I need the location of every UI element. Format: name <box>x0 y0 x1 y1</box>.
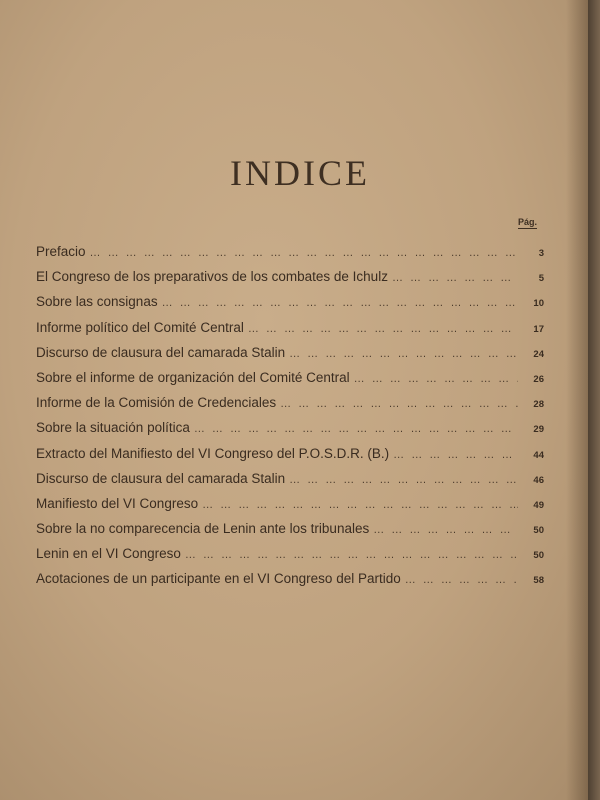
toc-entry-page: 3 <box>538 248 544 259</box>
toc-entry <box>36 370 544 395</box>
toc-entry <box>36 244 544 269</box>
toc-leader-dots <box>190 423 518 435</box>
toc-leader-dots <box>389 449 518 461</box>
table-of-contents <box>36 244 544 597</box>
toc-entry-title: Sobre las consignas <box>36 294 158 310</box>
toc-entry-title: Discurso de clausura del camarada Stalin <box>36 344 286 360</box>
page-shadow <box>566 0 588 800</box>
toc-entry-page: 24 <box>533 348 544 360</box>
toc-entry-page: 49 <box>533 499 544 511</box>
page-column-label: Pág. <box>518 217 538 227</box>
toc-entry-title: Extracto del Manifiesto del VI Congreso del P.O.S.D.R. (B.) <box>36 445 390 461</box>
toc-entry-title: Acotaciones de un participante en el VI Congreso del Partido <box>36 571 401 587</box>
toc-entry-title: Sobre el informe de organización del Comité Central <box>36 369 350 385</box>
toc-entry <box>36 521 544 546</box>
toc-entry <box>36 446 544 471</box>
toc-entry-title: Informe político del Comité Central <box>36 319 244 335</box>
toc-entry-page: 17 <box>533 323 544 335</box>
toc-entry-title: Lenin en el VI Congreso <box>36 546 181 562</box>
toc-entry <box>36 294 544 319</box>
toc-leader-dots <box>198 499 518 511</box>
toc-entry <box>36 546 544 571</box>
toc-entry-page: 44 <box>533 449 544 461</box>
toc-entry <box>36 345 544 370</box>
toc-leader-dots <box>285 474 518 486</box>
toc-entry <box>36 420 544 445</box>
toc-entry <box>36 320 544 345</box>
toc-entry-page: 10 <box>533 298 544 310</box>
toc-entry-title: El Congreso de los preparativos de los combates de Ichulz <box>36 269 388 285</box>
toc-entry-title: Sobre la no comparecencia de Lenin ante los tribunales <box>36 521 370 537</box>
toc-entry <box>36 395 544 420</box>
toc-entry <box>36 496 544 521</box>
toc-entry <box>36 269 544 294</box>
toc-entry-page: 46 <box>533 474 544 486</box>
toc-entry-title: Sobre la situación política <box>36 420 190 436</box>
toc-leader-dots <box>158 297 518 309</box>
toc-leader-dots <box>244 323 518 335</box>
toc-leader-dots <box>401 574 518 586</box>
book-edge <box>588 0 600 800</box>
toc-leader-dots <box>86 247 518 259</box>
toc-entry-title: Informe de la Comisión de Credenciales <box>36 395 277 411</box>
toc-entry-page: 58 <box>533 575 544 587</box>
toc-leader-dots <box>181 549 518 561</box>
page-title: INDICE <box>230 153 370 193</box>
toc-entry-page: 29 <box>533 424 544 436</box>
toc-entry-page: 28 <box>533 399 544 411</box>
toc-entry-title: Manifiesto del VI Congreso <box>36 495 199 511</box>
toc-leader-dots <box>350 373 518 385</box>
toc-entry-page: 5 <box>538 273 544 285</box>
toc-entry <box>36 571 544 596</box>
toc-leader-dots <box>369 524 518 536</box>
toc-entry-page: 26 <box>533 373 544 385</box>
toc-entry <box>36 471 544 496</box>
toc-leader-dots <box>285 348 518 360</box>
toc-entry-title: Prefacio <box>36 244 86 259</box>
toc-entry-page: 50 <box>533 550 544 562</box>
toc-leader-dots <box>276 398 518 410</box>
toc-entry-page: 50 <box>533 525 544 537</box>
toc-leader-dots <box>388 272 518 284</box>
toc-entry-title: Discurso de clausura del camarada Stalin <box>36 470 286 486</box>
